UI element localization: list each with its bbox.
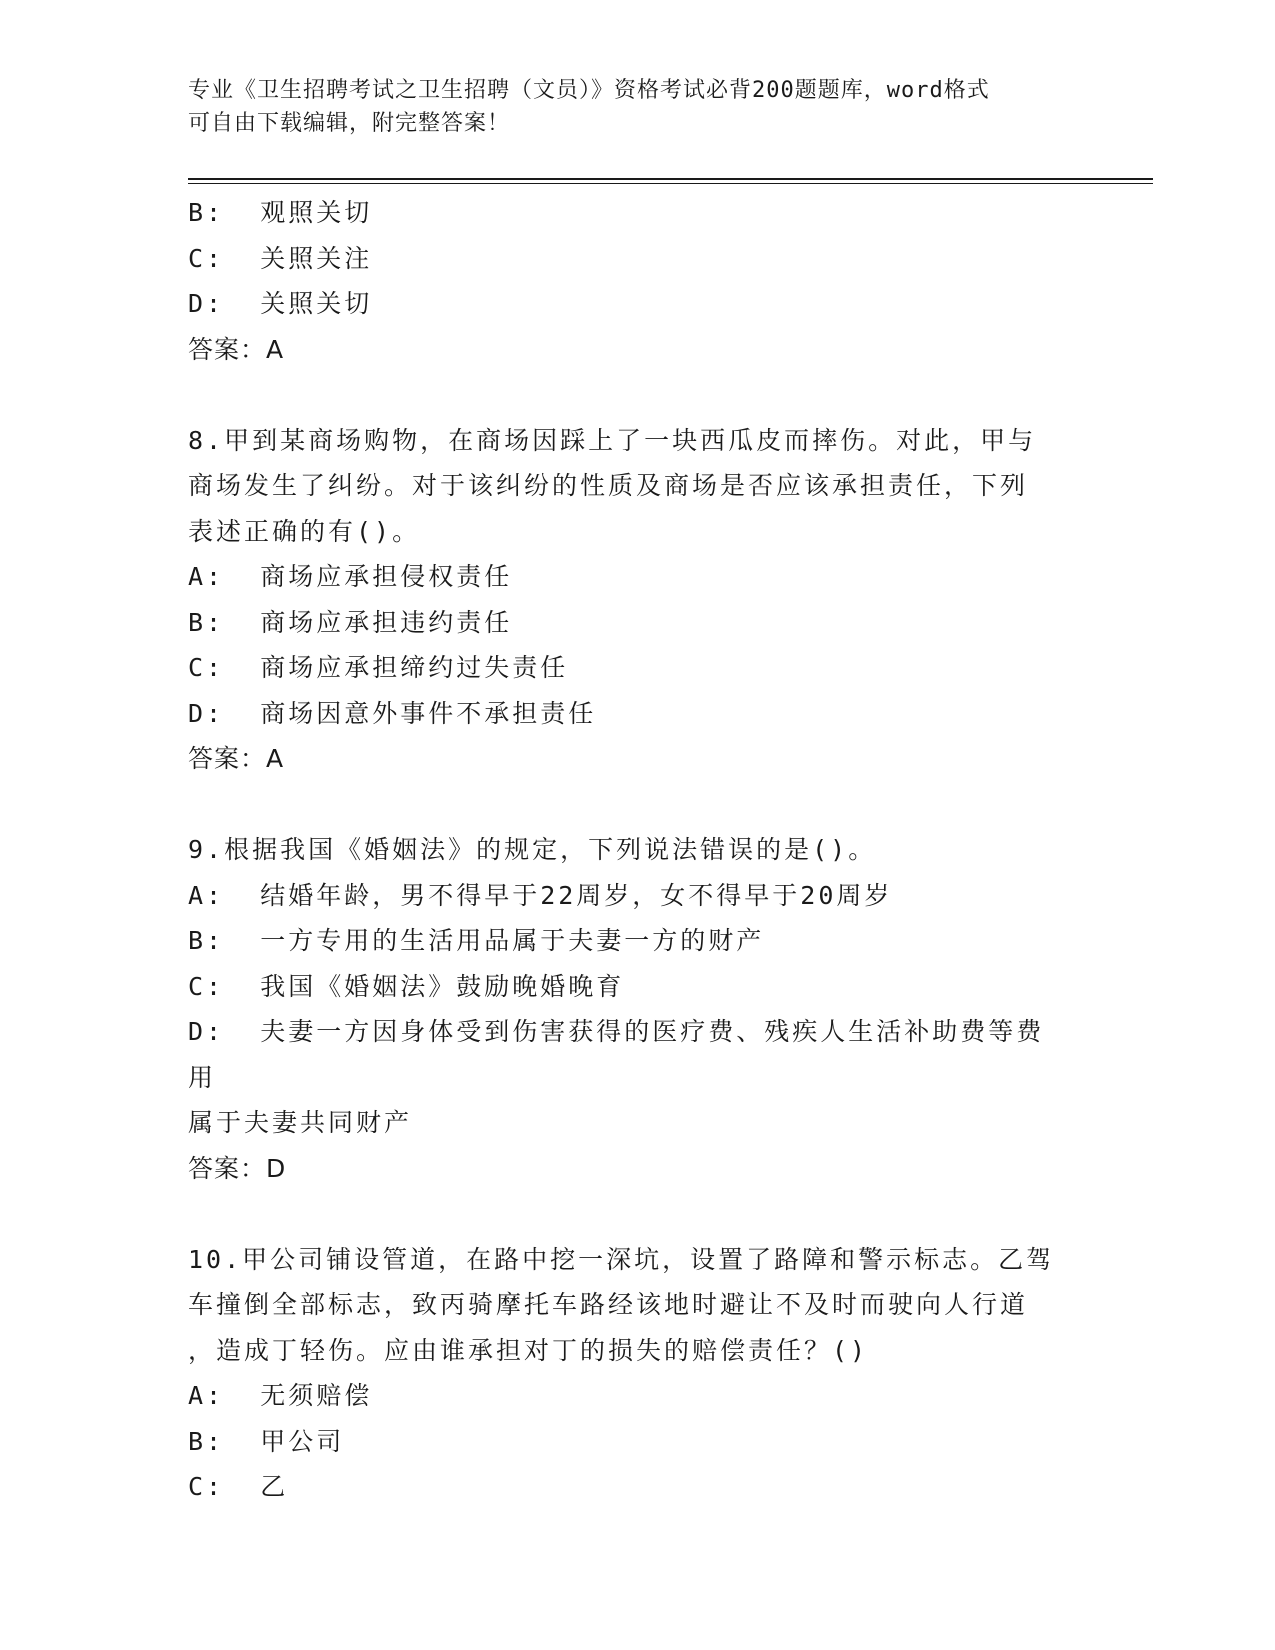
option-d: D: 夫妻一方因身体受到伤害获得的医疗费、残疾人生活补助费等费用	[188, 1017, 1045, 1092]
option-c: C: 商场应承担缔约过失责任	[188, 653, 569, 682]
answer-line: 答案：D	[188, 1153, 287, 1183]
answer-line: 答案：A	[188, 334, 285, 364]
question-stem-line: 商场发生了纠纷。对于该纠纷的性质及商场是否应该承担责任，下列	[188, 471, 1029, 500]
question-stem-line: 车撞倒全部标志，致丙骑摩托车路经该地时避让不及时而驶向人行道	[188, 1290, 1029, 1319]
header-title-line-2: 可自由下载编辑，附完整答案！	[188, 111, 511, 136]
question-stem-line: 10.甲公司铺设管道，在路中挖一深坑，设置了路障和警示标志。乙驾	[188, 1244, 1055, 1274]
spacer	[188, 1191, 1068, 1237]
answer-line: 答案：A	[188, 744, 285, 773]
question-7-tail	[188, 190, 1068, 372]
option-c: C: 乙	[188, 1472, 289, 1501]
header-rule-thick	[188, 178, 1153, 180]
option-d: D: 关照关切	[188, 289, 373, 318]
header-rule-thin	[188, 183, 1153, 184]
option-b: B: 观照关切	[188, 198, 373, 227]
option-c: C: 关照关注	[188, 243, 373, 273]
question-stem-line: 表述正确的有()。	[188, 516, 421, 546]
header-title-line-1: 专业《卫生招聘考试之卫生招聘（文员）》资格考试必背200题题库，word格式	[188, 78, 990, 103]
document-body	[188, 190, 1068, 1510]
option-b: B: 商场应承担违约责任	[188, 607, 513, 637]
question-8	[188, 418, 1068, 782]
question-stem-line: ，造成丁轻伤。应由谁承担对丁的损失的赔偿责任？()	[188, 1335, 869, 1365]
option-a: A: 商场应承担侵权责任	[188, 562, 513, 591]
spacer	[188, 372, 1068, 418]
question-10	[188, 1237, 1068, 1510]
option-d-continuation: 属于夫妻共同财产	[188, 1108, 413, 1137]
option-b: B: 甲公司	[188, 1426, 345, 1456]
question-9	[188, 827, 1068, 1191]
document-header	[188, 74, 1068, 140]
option-c: C: 我国《婚姻法》鼓励晚婚晚育	[188, 971, 625, 1001]
spacer	[188, 782, 1068, 828]
option-a: A: 无须赔偿	[188, 1381, 373, 1410]
option-b: B: 一方专用的生活用品属于夫妻一方的财产	[188, 926, 765, 955]
question-stem-line: 8.甲到某商场购物，在商场因踩上了一块西瓜皮而摔伤。对此，甲与	[188, 425, 1037, 455]
option-d: D: 商场因意外事件不承担责任	[188, 698, 597, 728]
question-stem-line: 9.根据我国《婚姻法》的规定，下列说法错误的是()。	[188, 835, 877, 864]
option-a: A: 结婚年龄，男不得早于22周岁，女不得早于20周岁	[188, 880, 893, 910]
